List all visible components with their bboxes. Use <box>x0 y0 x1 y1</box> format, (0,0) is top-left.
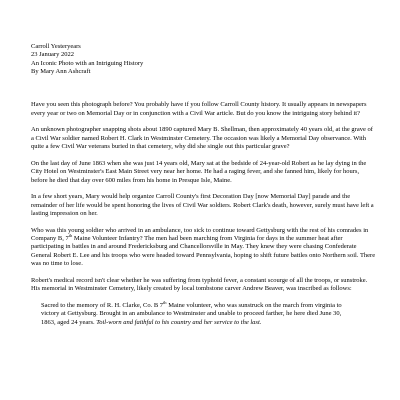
ordinal-suffix: th <box>68 232 73 238</box>
column-name: Carroll Yesteryears <box>31 43 81 50</box>
paragraph-5 <box>31 227 376 269</box>
paragraph-5-text-b: Maine Volunteer Infantry? The men had been marching from Virginia for days in the summer heat after participating in battles in and around Fredericksburg and Chancellorsville in May. They knew they were chasing Confederate General Robert E. Lee and his troops who were headed toward Pennsylvania, hoping to shift future battles onto Northern soil. There was no time to lose. <box>31 235 376 268</box>
quote-text-a: Sacred to the memory of R. H. Clarke, Co. B 7 <box>41 301 164 309</box>
paragraph-6: Robert's medical record isn't clear whether he was suffering from typhoid fever, a constant scourge of all the troops, or sunstroke. His memorial in Westminster Cemetery, likely created by local tombstone carver Andrew Beaver, was inscribed as follows: <box>31 276 368 293</box>
article-title: An Iconic Photo with an Intriguing History <box>31 59 144 67</box>
article-date: 23 January 2022 <box>31 51 74 59</box>
paragraph-2: An unknown photographer snapping shots about 1890 captured Mary B. Shellman, then approximately 40 years old, at the grave of a Civil War soldier named Robert H. Clark in Westminster Cemetery. The occasion was likely a Memorial Day observance. With quite a few Civil War veterans buried in that cemetery, why did she single out this particular grave? <box>31 126 373 151</box>
quote-ordinal-suffix: th <box>163 299 167 305</box>
article <box>31 43 376 327</box>
paragraph-4: In a few short years, Mary would help organize Carroll County's first Decoration Day [now Memorial Day] parade and the remainder of her life would be spent honoring the lives of Civil War soldiers. Robert Clark's death, however, surely must have left a lasting impression on her. <box>31 193 374 217</box>
paragraph-1: Have you seen this photograph before? You probably have if you follow Carroll County history. It usually appears in newspapers every year or two on Memorial Day or in conjunction with a Civil War article. But do you know the intriguing story behind it? <box>31 101 367 117</box>
quote-italic-text: Toil-worn and faithful to his country and her service to the last. <box>96 318 262 326</box>
paragraph-3: On the last day of June 1863 when she was just 14 years old, Mary sat at the bedside of 24-year-old Robert as he lay dying in the City Hotel on Westminster's East Main Street very near her home. He had a raging fever, and she fanned him, likely for hours, before he died that day over 600 miles from his home in Presque Isle, Maine. <box>31 159 367 184</box>
article-header <box>31 43 376 76</box>
tombstone-inscription-quote <box>41 299 351 327</box>
quote-text-b: Maine volunteer, who was sunstruck on the march from virginia to victory at Gettysburg. Brought in an ambulance to Westminster and unable to proceed farther, he here died June 30, 1863, aged 24 years. <box>41 301 342 326</box>
paragraph-5-text-a: Who was this young soldier who arrived in an ambulance, too sick to continue toward Gettysburg with the rest of his comrades in Company B, 7 <box>31 226 369 243</box>
byline: By Mary Ann Ashcraft <box>31 68 91 76</box>
